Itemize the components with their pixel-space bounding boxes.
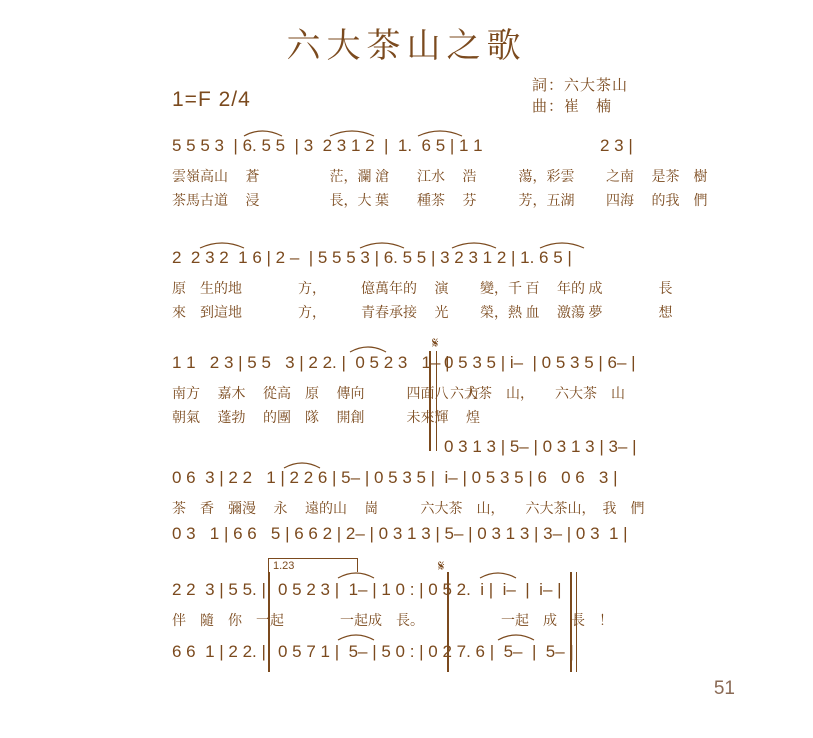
system-2-lyric-1: 原 生的地 方， 億萬年的 演 變，千 百 年的 成 長 xyxy=(172,282,673,297)
system-5-notes-right: 0 5 2 3 | 1– | 1 0 : | 0 5 2. i | i– | i– | xyxy=(278,580,562,599)
system-5-notes-lower-right: 0 5 7 1 | 5– | 5 0 : | 0 2 7. 6 | 5– | 5– | xyxy=(278,642,574,661)
repeat-bracket-label: 1.23 xyxy=(268,558,358,572)
segno-sign-2: 𝄋 xyxy=(438,559,445,575)
credit-lyrics: 詞：六大茶山 xyxy=(531,78,628,94)
segno-sign-1: 𝄋 xyxy=(432,336,439,352)
system-4-notes-lower: 0 3 1 | 6 6 5 | 6 6 2 | 2– | 0 3 1 3 | 5– | 0 3 1 3 | 3– | 0 3 1 | xyxy=(172,524,628,543)
system-3 xyxy=(0,336,813,456)
system-4-lyric-1: 茶 香 彌漫 永 遠的山 崗 六大茶 山， 六大茶山， 我 們 xyxy=(172,502,645,517)
barline-final-2 xyxy=(576,572,577,672)
system-1 xyxy=(0,128,813,218)
system-4 xyxy=(0,460,813,550)
system-2-notes: 2 2 3 2 1 6 | 2 – | 5 5 5 3 | 6. 5 5 | 3 2 3 1 2 | 1. 6 5 | xyxy=(172,248,572,267)
system-3-notes-lower-right: 0 3 1 3 | 5– | 0 3 1 3 | 3– | xyxy=(444,437,637,456)
system-1-lyric-1: 雲嶺高山 蒼 茫，瀾 滄 江水 浩 蕩，彩雲 之南 是茶 樹 xyxy=(172,170,708,185)
key-signature: 1=F 2/4 xyxy=(172,88,251,111)
system-2-lyric-2: 來 到這地 方， 青春承接 光 榮，熱 血 激蕩 夢 想 xyxy=(172,306,673,321)
credits xyxy=(532,76,628,118)
system-5-notes-lower: 6 6 1 | 2 2. | xyxy=(172,642,266,661)
system-1-lyric-2: 茶馬古道 浸 長，大 葉 種茶 芬 芳，五湖 四海 的我 們 xyxy=(172,194,708,209)
page-number: 51 xyxy=(713,678,735,699)
system-1-notes: 5 5 5 3 | 6. 5 5 | 3 2 3 1 2 | 1. 6 5 | 1 1 xyxy=(172,136,483,155)
system-3-lyric-right-1: 六大茶 山， 六大茶 山 xyxy=(450,387,625,402)
system-3-lyric-2: 朝氣 蓬勃 的團 隊 開創 未來輝 煌 xyxy=(172,411,480,426)
system-3-notes-right: 0 5 3 5 | i– | 0 5 3 5 | 6– | xyxy=(444,353,636,372)
system-1-notes-tail: 2 3 | xyxy=(600,136,638,155)
system-5-lyric-1: 伴 隨 你 一起 一起成 長。 一起 成 長 ！ xyxy=(172,614,613,629)
credit-composer: 曲：崔 楠 xyxy=(531,99,612,115)
system-2 xyxy=(0,240,813,330)
page-title: 六大茶山之歌 xyxy=(286,28,527,65)
system-3-lyric-1: 南方 嘉木 從高 原 傳向 四面八 方 xyxy=(172,387,480,402)
system-3-notes: 1 1 2 3 | 5 5 3 | 2 2. | 0 5 2 3 1– | xyxy=(172,353,450,372)
system-4-notes: 0 6 3 | 2 2 1 | 2 2 6 | 5– | 0 5 3 5 | i– | 0 5 3 5 | 6 0 6 3 | xyxy=(172,468,618,487)
barline-final-1 xyxy=(570,572,572,672)
system-5-notes: 2 2 3 | 5 5. | xyxy=(172,580,266,599)
system-5 xyxy=(0,559,813,680)
